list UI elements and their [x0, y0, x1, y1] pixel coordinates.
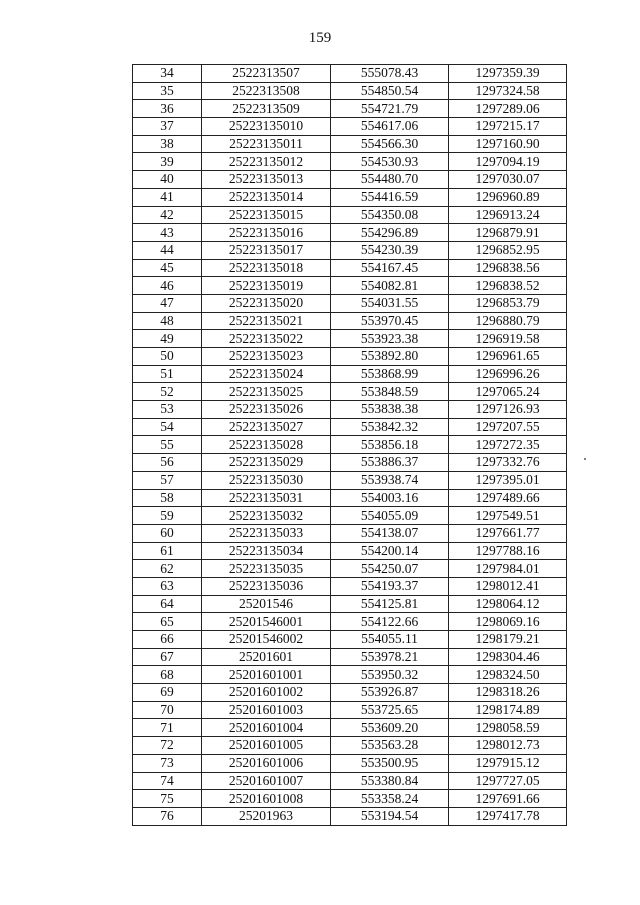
row-index-cell: 64	[133, 595, 202, 613]
point-id-cell: 25201601001	[202, 666, 331, 684]
y-coordinate-cell: 1297126.93	[449, 401, 567, 419]
x-coordinate-cell: 554125.81	[331, 595, 449, 613]
point-id-cell: 25201601006	[202, 754, 331, 772]
point-id-cell: 25201963	[202, 807, 331, 825]
table-row	[133, 471, 567, 489]
y-coordinate-cell: 1298179.21	[449, 631, 567, 649]
row-index-cell: 53	[133, 401, 202, 419]
table-row	[133, 82, 567, 100]
x-coordinate-cell: 553926.87	[331, 684, 449, 702]
y-coordinate-cell: 1296838.52	[449, 277, 567, 295]
table-row	[133, 277, 567, 295]
table-row	[133, 401, 567, 419]
x-coordinate-cell: 554003.16	[331, 489, 449, 507]
table-row	[133, 560, 567, 578]
table-row	[133, 454, 567, 472]
table-row	[133, 719, 567, 737]
y-coordinate-cell: 1296879.91	[449, 224, 567, 242]
x-coordinate-cell: 553892.80	[331, 348, 449, 366]
x-coordinate-cell: 553358.24	[331, 790, 449, 808]
y-coordinate-cell: 1298064.12	[449, 595, 567, 613]
point-id-cell: 25223135017	[202, 241, 331, 259]
x-coordinate-cell: 553970.45	[331, 312, 449, 330]
x-coordinate-cell: 553848.59	[331, 383, 449, 401]
x-coordinate-cell: 554200.14	[331, 542, 449, 560]
point-id-cell: 25223135010	[202, 118, 331, 136]
x-coordinate-cell: 553194.54	[331, 807, 449, 825]
row-index-cell: 50	[133, 348, 202, 366]
point-id-cell: 25223135034	[202, 542, 331, 560]
y-coordinate-cell: 1296852.95	[449, 241, 567, 259]
table-row	[133, 436, 567, 454]
table-row	[133, 631, 567, 649]
table-row	[133, 171, 567, 189]
point-id-cell: 25223135030	[202, 471, 331, 489]
table-row	[133, 259, 567, 277]
y-coordinate-cell: 1297915.12	[449, 754, 567, 772]
x-coordinate-cell: 554617.06	[331, 118, 449, 136]
table-row	[133, 666, 567, 684]
point-id-cell: 25223135031	[202, 489, 331, 507]
y-coordinate-cell: 1296880.79	[449, 312, 567, 330]
row-index-cell: 66	[133, 631, 202, 649]
table-row	[133, 118, 567, 136]
point-id-cell: 25223135035	[202, 560, 331, 578]
y-coordinate-cell: 1298012.73	[449, 737, 567, 755]
x-coordinate-cell: 553725.65	[331, 701, 449, 719]
x-coordinate-cell: 553978.21	[331, 648, 449, 666]
coordinates-table	[132, 64, 567, 826]
y-coordinate-cell: 1297215.17	[449, 118, 567, 136]
x-coordinate-cell: 553938.74	[331, 471, 449, 489]
x-coordinate-cell: 554055.09	[331, 507, 449, 525]
point-id-cell: 25223135025	[202, 383, 331, 401]
point-id-cell: 25223135019	[202, 277, 331, 295]
table-row	[133, 294, 567, 312]
y-coordinate-cell: 1297324.58	[449, 82, 567, 100]
row-index-cell: 69	[133, 684, 202, 702]
point-id-cell: 25223135018	[202, 259, 331, 277]
point-id-cell: 25223135023	[202, 348, 331, 366]
x-coordinate-cell: 554350.08	[331, 206, 449, 224]
y-coordinate-cell: 1297788.16	[449, 542, 567, 560]
y-coordinate-cell: 1296919.58	[449, 330, 567, 348]
y-coordinate-cell: 1298174.89	[449, 701, 567, 719]
row-index-cell: 59	[133, 507, 202, 525]
row-index-cell: 47	[133, 294, 202, 312]
row-index-cell: 49	[133, 330, 202, 348]
point-id-cell: 25223135016	[202, 224, 331, 242]
row-index-cell: 70	[133, 701, 202, 719]
y-coordinate-cell: 1297984.01	[449, 560, 567, 578]
x-coordinate-cell: 554082.81	[331, 277, 449, 295]
y-coordinate-cell: 1297549.51	[449, 507, 567, 525]
y-coordinate-cell: 1297160.90	[449, 135, 567, 153]
table-row	[133, 153, 567, 171]
table-row	[133, 701, 567, 719]
y-coordinate-cell: 1298058.59	[449, 719, 567, 737]
x-coordinate-cell: 554055.11	[331, 631, 449, 649]
point-id-cell: 25201601	[202, 648, 331, 666]
x-coordinate-cell: 554721.79	[331, 100, 449, 118]
table-row	[133, 807, 567, 825]
point-id-cell: 25201601004	[202, 719, 331, 737]
x-coordinate-cell: 553868.99	[331, 365, 449, 383]
row-index-cell: 35	[133, 82, 202, 100]
x-coordinate-cell: 554296.89	[331, 224, 449, 242]
point-id-cell: 25223135014	[202, 188, 331, 206]
point-id-cell: 25223135020	[202, 294, 331, 312]
x-coordinate-cell: 554193.37	[331, 577, 449, 595]
y-coordinate-cell: 1297272.35	[449, 436, 567, 454]
y-coordinate-cell: 1298324.50	[449, 666, 567, 684]
row-index-cell: 56	[133, 454, 202, 472]
table-row	[133, 772, 567, 790]
point-id-cell: 25223135036	[202, 577, 331, 595]
point-id-cell: 25223135021	[202, 312, 331, 330]
x-coordinate-cell: 554250.07	[331, 560, 449, 578]
point-id-cell: 25223135027	[202, 418, 331, 436]
row-index-cell: 37	[133, 118, 202, 136]
row-index-cell: 39	[133, 153, 202, 171]
table-row	[133, 648, 567, 666]
table-row	[133, 737, 567, 755]
y-coordinate-cell: 1297691.66	[449, 790, 567, 808]
table-row	[133, 613, 567, 631]
x-coordinate-cell: 554138.07	[331, 524, 449, 542]
point-id-cell: 2522313507	[202, 65, 331, 83]
row-index-cell: 54	[133, 418, 202, 436]
row-index-cell: 57	[133, 471, 202, 489]
x-coordinate-cell: 553950.32	[331, 666, 449, 684]
row-index-cell: 48	[133, 312, 202, 330]
x-coordinate-cell: 554530.93	[331, 153, 449, 171]
y-coordinate-cell: 1298012.41	[449, 577, 567, 595]
table-row	[133, 383, 567, 401]
point-id-cell: 2522313509	[202, 100, 331, 118]
y-coordinate-cell: 1297094.19	[449, 153, 567, 171]
margin-mark	[584, 458, 586, 460]
table-row	[133, 365, 567, 383]
row-index-cell: 65	[133, 613, 202, 631]
point-id-cell: 25201601005	[202, 737, 331, 755]
point-id-cell: 25223135032	[202, 507, 331, 525]
y-coordinate-cell: 1297489.66	[449, 489, 567, 507]
x-coordinate-cell: 553838.38	[331, 401, 449, 419]
row-index-cell: 44	[133, 241, 202, 259]
point-id-cell: 25201601008	[202, 790, 331, 808]
point-id-cell: 25201601007	[202, 772, 331, 790]
x-coordinate-cell: 554122.66	[331, 613, 449, 631]
point-id-cell: 2522313508	[202, 82, 331, 100]
row-index-cell: 68	[133, 666, 202, 684]
x-coordinate-cell: 554416.59	[331, 188, 449, 206]
x-coordinate-cell: 554230.39	[331, 241, 449, 259]
table-row	[133, 577, 567, 595]
row-index-cell: 75	[133, 790, 202, 808]
row-index-cell: 38	[133, 135, 202, 153]
point-id-cell: 25223135015	[202, 206, 331, 224]
point-id-cell: 25223135028	[202, 436, 331, 454]
table-row	[133, 507, 567, 525]
point-id-cell: 25201546002	[202, 631, 331, 649]
y-coordinate-cell: 1296960.89	[449, 188, 567, 206]
x-coordinate-cell: 553563.28	[331, 737, 449, 755]
y-coordinate-cell: 1297332.76	[449, 454, 567, 472]
table-row	[133, 330, 567, 348]
x-coordinate-cell: 553380.84	[331, 772, 449, 790]
page-number: 159	[308, 30, 332, 46]
y-coordinate-cell: 1297065.24	[449, 383, 567, 401]
y-coordinate-cell: 1296913.24	[449, 206, 567, 224]
row-index-cell: 41	[133, 188, 202, 206]
table-row	[133, 684, 567, 702]
table-row	[133, 100, 567, 118]
row-index-cell: 58	[133, 489, 202, 507]
x-coordinate-cell: 553886.37	[331, 454, 449, 472]
x-coordinate-cell: 553856.18	[331, 436, 449, 454]
point-id-cell: 25201601002	[202, 684, 331, 702]
x-coordinate-cell: 554480.70	[331, 171, 449, 189]
table-row	[133, 348, 567, 366]
row-index-cell: 74	[133, 772, 202, 790]
point-id-cell: 25223135026	[202, 401, 331, 419]
y-coordinate-cell: 1296853.79	[449, 294, 567, 312]
table-row	[133, 542, 567, 560]
point-id-cell: 25223135029	[202, 454, 331, 472]
y-coordinate-cell: 1297417.78	[449, 807, 567, 825]
row-index-cell: 71	[133, 719, 202, 737]
point-id-cell: 25223135024	[202, 365, 331, 383]
row-index-cell: 36	[133, 100, 202, 118]
row-index-cell: 45	[133, 259, 202, 277]
y-coordinate-cell: 1298069.16	[449, 613, 567, 631]
row-index-cell: 34	[133, 65, 202, 83]
x-coordinate-cell: 554167.45	[331, 259, 449, 277]
table-row	[133, 524, 567, 542]
x-coordinate-cell: 554850.54	[331, 82, 449, 100]
y-coordinate-cell: 1298318.26	[449, 684, 567, 702]
point-id-cell: 25223135011	[202, 135, 331, 153]
table-row	[133, 135, 567, 153]
row-index-cell: 76	[133, 807, 202, 825]
row-index-cell: 63	[133, 577, 202, 595]
row-index-cell: 62	[133, 560, 202, 578]
table-row	[133, 241, 567, 259]
point-id-cell: 25223135012	[202, 153, 331, 171]
x-coordinate-cell: 553500.95	[331, 754, 449, 772]
row-index-cell: 67	[133, 648, 202, 666]
row-index-cell: 73	[133, 754, 202, 772]
row-index-cell: 60	[133, 524, 202, 542]
row-index-cell: 61	[133, 542, 202, 560]
row-index-cell: 55	[133, 436, 202, 454]
table-row	[133, 754, 567, 772]
x-coordinate-cell: 555078.43	[331, 65, 449, 83]
row-index-cell: 52	[133, 383, 202, 401]
y-coordinate-cell: 1297289.06	[449, 100, 567, 118]
point-id-cell: 25201546001	[202, 613, 331, 631]
point-id-cell: 25201601003	[202, 701, 331, 719]
y-coordinate-cell: 1297661.77	[449, 524, 567, 542]
y-coordinate-cell: 1297207.55	[449, 418, 567, 436]
x-coordinate-cell: 553923.38	[331, 330, 449, 348]
row-index-cell: 72	[133, 737, 202, 755]
point-id-cell: 25223135013	[202, 171, 331, 189]
row-index-cell: 46	[133, 277, 202, 295]
point-id-cell: 25201546	[202, 595, 331, 613]
y-coordinate-cell: 1297359.39	[449, 65, 567, 83]
row-index-cell: 51	[133, 365, 202, 383]
y-coordinate-cell: 1297030.07	[449, 171, 567, 189]
y-coordinate-cell: 1298304.46	[449, 648, 567, 666]
table-row	[133, 65, 567, 83]
y-coordinate-cell: 1296961.65	[449, 348, 567, 366]
x-coordinate-cell: 554031.55	[331, 294, 449, 312]
row-index-cell: 43	[133, 224, 202, 242]
table-row	[133, 790, 567, 808]
table-row	[133, 312, 567, 330]
table-row	[133, 595, 567, 613]
x-coordinate-cell: 554566.30	[331, 135, 449, 153]
y-coordinate-cell: 1296996.26	[449, 365, 567, 383]
row-index-cell: 40	[133, 171, 202, 189]
table-row	[133, 489, 567, 507]
x-coordinate-cell: 553609.20	[331, 719, 449, 737]
y-coordinate-cell: 1296838.56	[449, 259, 567, 277]
point-id-cell: 25223135022	[202, 330, 331, 348]
point-id-cell: 25223135033	[202, 524, 331, 542]
y-coordinate-cell: 1297395.01	[449, 471, 567, 489]
table-row	[133, 188, 567, 206]
table-row	[133, 418, 567, 436]
table-body	[133, 65, 567, 826]
y-coordinate-cell: 1297727.05	[449, 772, 567, 790]
table-row	[133, 206, 567, 224]
row-index-cell: 42	[133, 206, 202, 224]
x-coordinate-cell: 553842.32	[331, 418, 449, 436]
table-row	[133, 224, 567, 242]
